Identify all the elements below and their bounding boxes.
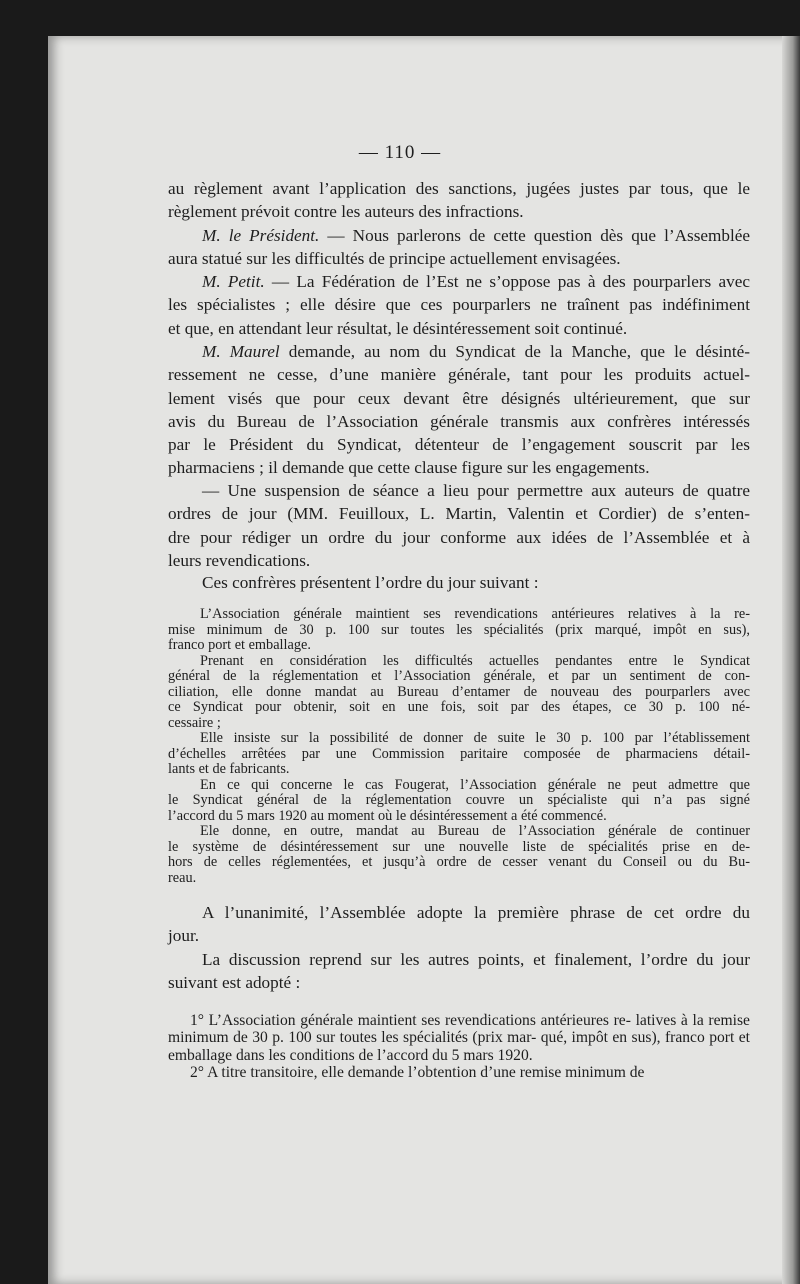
text-line: leurs revendications. <box>168 550 311 570</box>
text-line: cessaire ; <box>168 714 221 731</box>
text-line: pharmaciens ; il demande que cette clause figure sur les engagements. <box>168 458 650 478</box>
text-line: Ces confrères présentent l’ordre du jour suivant : <box>202 573 539 592</box>
paragraph-president <box>168 224 750 271</box>
text-line: ce Syndicat pour obtenir, soit en une fois, soit par des étapes, ce 30 p. 100 né- <box>168 699 750 715</box>
text-line: — Une suspension de séance a lieu pour permettre aux auteurs de quatre <box>202 481 750 500</box>
page-edge-shadow <box>782 36 800 1284</box>
text-line: avis du Bureau de l’Association générale transmis aux confrères intéressés <box>168 411 750 431</box>
text-line: En ce qui concerne le cas Fougerat, l’Association générale ne peut admettre que <box>200 776 750 793</box>
text-line: suivant est adopté : <box>168 973 301 993</box>
text-line: du 5 mars 1920. <box>432 1046 533 1064</box>
text-line: ressement ne cesse, d’une manière générale, tant pour les produits actuel- <box>168 365 750 385</box>
text-line: franco port et emballage. <box>168 637 311 653</box>
motion-paragraph <box>168 1012 750 1064</box>
text-line: le Syndicat général de la réglementation couvre un spécialiste qui n’a pas signé <box>168 792 750 808</box>
motion-paragraph <box>168 1064 750 1081</box>
speaker-name: M. Petit. <box>202 272 265 291</box>
text-line: règlement prévoit contre les auteurs des infractions. <box>168 202 524 222</box>
text-line: reau. <box>168 869 197 886</box>
page-number: — 110 — <box>358 142 442 163</box>
motion-paragraph <box>168 824 750 886</box>
text-line: par le Président du Syndicat, détenteur de l’engagement souscrit par les <box>168 435 750 455</box>
motion-paragraph <box>168 607 750 654</box>
paragraph-maurel <box>168 340 750 480</box>
text-line: demande, au nom du Syndicat de la Manche, que le désinté- <box>279 342 750 361</box>
text-line: général de la réglementation et l’Association générale, et par un sentiment de con- <box>168 668 750 684</box>
text-line: Ele donne, en outre, mandat au Bureau de l’Association générale de continuer <box>200 823 750 839</box>
paragraph-intro-motion <box>168 571 750 594</box>
text-line: latives à la remise minimum de 30 p. 100 sur toutes les spécialités (prix mar- <box>168 1012 750 1047</box>
text-line: le système de désintéressement sur une nouvelle liste de spécialités prise en de- <box>168 838 750 855</box>
text-line: aura statué sur les difficultés de principe actuellement envisagées. <box>168 249 621 269</box>
text-line: — Nous parlerons de cette question dès que l’Assemblée <box>319 226 751 245</box>
motion-paragraph <box>168 731 750 778</box>
text-line: Elle insiste sur la possibilité de donner de suite le 30 p. 100 par l’établissement <box>200 730 750 746</box>
text-line: hors de celles réglementées, et jusqu’à ordre de cesser venant du Conseil ou du Bu- <box>168 854 750 870</box>
text-line: ciliation, elle donne mandat au Bureau d’entamer de nouveau des pourparlers avec <box>168 683 750 700</box>
text-line: L’Association générale maintient ses revendications antérieures relatives à la re- <box>200 606 750 622</box>
text-line: lants et de fabricants. <box>168 761 290 777</box>
speaker-name: M. le Président. <box>202 226 320 245</box>
text-line: l’accord du 5 mars 1920 au moment où le désintéressement a été commencé. <box>168 807 607 824</box>
motion-paragraph <box>168 654 750 732</box>
text-line: lement visés que pour ceux devant être désignés ultérieurement, que sur <box>168 388 750 408</box>
text-line: 1° L’Association générale maintient ses revendications antérieures re- <box>190 1012 631 1029</box>
text-line: au règlement avant l’application des sanctions, jugées justes par tous, que le <box>168 179 750 198</box>
text-line: et que, en attendant leur résultat, le désintéressement soit continué. <box>168 318 628 338</box>
text-line: d’échelles arrêtées par une Commission paritaire composée de pharmaciens détail- <box>168 745 750 762</box>
text-line: mise minimum de 30 p. 100 sur toutes les spécialités (prix marqué, impôt en sus), <box>168 621 750 638</box>
paragraph-1 <box>168 177 750 224</box>
text-line: — La Fédération de l’Est ne s’oppose pas à des pourparlers avec <box>264 272 750 291</box>
text-line: les spécialistes ; elle désire que ces pourparlers ne traînent pas indéfiniment <box>168 295 750 315</box>
motion-proposed <box>168 607 750 886</box>
text-line: La discussion reprend sur les autres points, et finalement, l’ordre du jour <box>202 950 750 969</box>
paragraph-suspension <box>168 479 750 572</box>
text-line: A l’unanimité, l’Assemblée adopte la première phrase de cet ordre du <box>202 903 750 922</box>
text-line: dre pour rédiger un ordre du jour conforme aux idées de l’Assemblée et à <box>168 527 750 547</box>
speaker-name: M. Maurel <box>202 342 280 361</box>
text-line: jour. <box>168 926 200 946</box>
motion-adopted <box>168 1012 750 1081</box>
paragraph-discussion <box>168 948 750 995</box>
text-line: Prenant en considération les difficultés actuelles pendantes entre le Syndicat <box>200 652 750 669</box>
text-line: qué, impôt en sus), franco port et emballage dans les conditions de l’accord <box>168 1029 750 1064</box>
paragraph-petit <box>168 270 750 340</box>
motion-paragraph <box>168 778 750 825</box>
text-line: 2° A titre transitoire, elle demande l’obtention d’une remise minimum de <box>190 1063 645 1081</box>
paragraph-unanimity <box>168 901 750 948</box>
text-line: ordres de jour (MM. Feuilloux, L. Martin, Valentin et Cordier) de s’enten- <box>168 504 750 524</box>
